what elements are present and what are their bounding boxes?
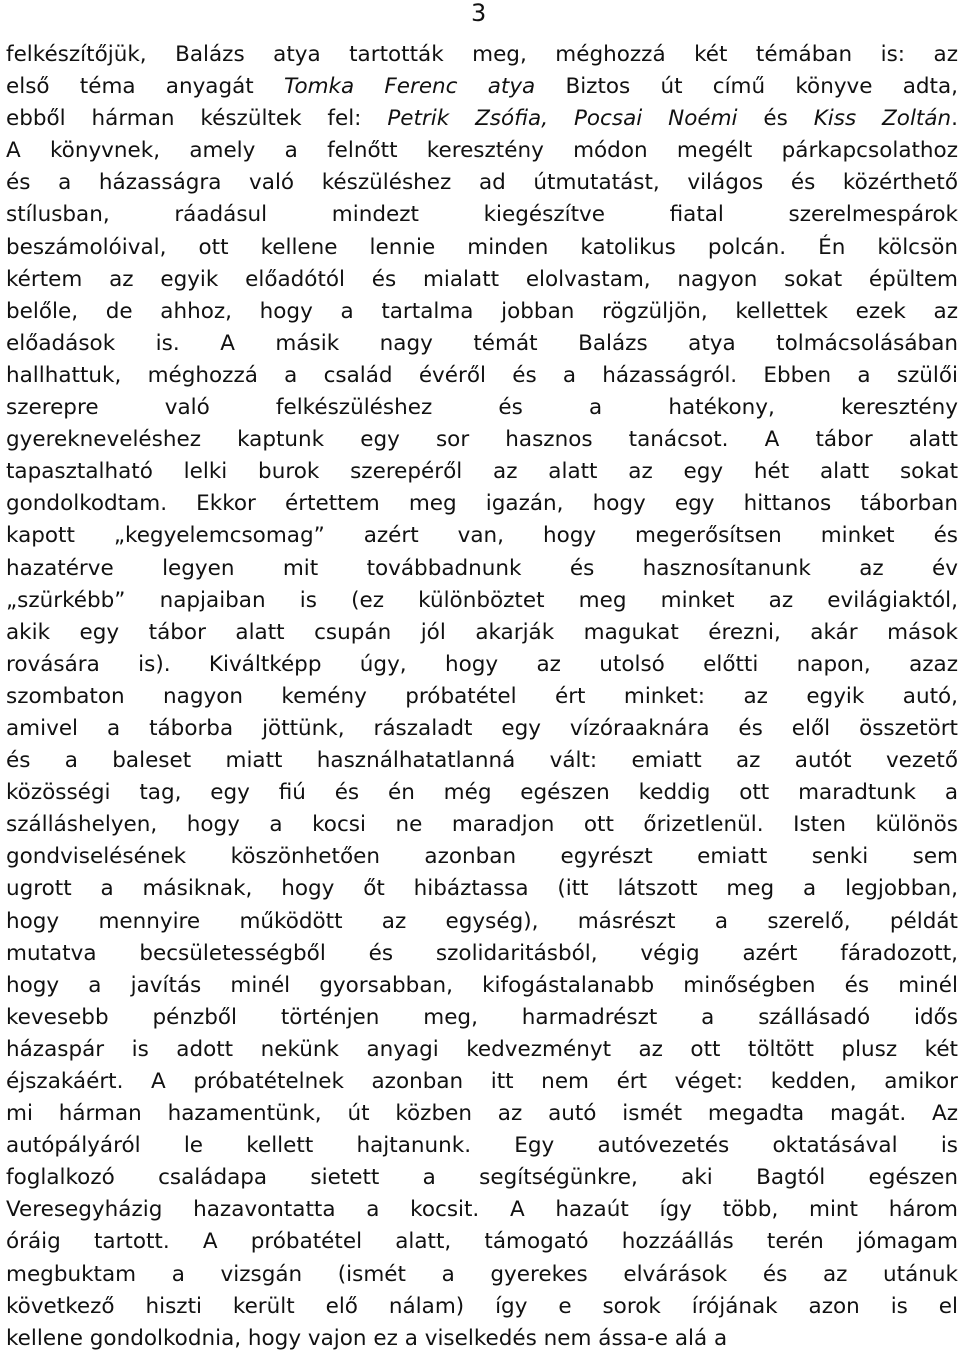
text-line: szerepre való felkészüléshez és a hatékony, keresztény <box>6 395 958 421</box>
text-line: közösségi tag, egy fiú és én még egészen keddig ott maradtunk a <box>6 780 958 806</box>
italic-name: Tomka Ferenc atya <box>283 74 536 100</box>
text-line: beszámolóival, ott kellene lennie minden katolikus polcán. Én kölcsön <box>6 234 958 260</box>
text-line: amivel a táborba jöttünk, rászaladt egy vízóraaknára és elől összetört <box>6 715 958 741</box>
text-line: autópályáról le kellett hajtanunk. Egy autóvezetés oktatásával is <box>6 1133 958 1159</box>
text-line: hazatérve legyen mit továbbadnunk és hasznosítanunk az év <box>6 555 958 581</box>
text-line: mutatva becsületességből és szolidaritásból, végig azért fáradozott, <box>6 940 958 966</box>
text-segment: és <box>737 106 814 132</box>
text-line: óráig tartott. A próbatétel alatt, támogató hozzáállás terén jómagam <box>6 1229 958 1255</box>
text-line: hogy a javítás minél gyorsabban, kifogástalanabb minőségben és minél <box>6 972 958 998</box>
text-line: és a baleset miatt használhatatlanná vált: emiatt az autót vezető <box>6 748 958 774</box>
text-line: ugrott a másiknak, hogy őt hibáztassa (itt látszott meg a legjobban, <box>6 876 958 902</box>
text-line: mi hárman hazamentünk, út közben az autó ismét megadta magát. Az <box>6 1101 958 1127</box>
text-line: hogy mennyire működött az egység), másrészt a szerelő, példát <box>6 908 958 934</box>
text-line: szálláshelyen, hogy a kocsi ne maradjon ott őrizetlenül. Isten különös <box>6 812 958 838</box>
text-line: kellene gondolkodnia, hogy vajon ez a viselkedés nem ássa-e alá a <box>6 1325 728 1351</box>
text-line: belőle, de ahhoz, hogy a tartalma jobban rögzüljön, kellettek ezek az <box>6 298 958 324</box>
text-line: hallhattuk, méghozzá a család évéről és a házasságról. Ebben a szülői <box>6 362 958 388</box>
text-line: megbuktam a vizsgán (ismét a gyerekes elvárások és az utánuk <box>6 1261 958 1287</box>
text-line: tapasztalható lelki burok szerepéről az alatt az egy hét alatt sokat <box>6 459 958 485</box>
text-line: előadások is. A másik nagy témát Balázs atya tolmácsolásában <box>6 330 958 356</box>
text-line: házaspár is adott nekünk anyagi kedvezményt az ott töltött plusz két <box>6 1036 958 1062</box>
text-segment: ebből hárman készültek fel: <box>6 106 388 132</box>
text-line: gondolkodtam. Ekkor értettem meg igazán, hogy egy hittanos táborban <box>6 491 958 517</box>
page-number: 3 <box>471 0 487 27</box>
text-line: gondviselésének köszönhetően azonban egyrészt emiatt senki sem <box>6 844 958 870</box>
text-line: szombaton nagyon kemény próbatétel ért minket: az egyik autó, <box>6 683 958 709</box>
text-line: gyerekneveléshez kaptunk egy sor hasznos tanácsot. A tábor alatt <box>6 427 958 453</box>
italic-name: Petrik Zsófia, Pocsai Noémi <box>387 106 738 132</box>
text-line: kapott „kegyelemcsomag” azért van, hogy megerősítsen minket és <box>6 523 958 549</box>
text-segment: első téma anyagát <box>6 74 284 100</box>
text-line: foglalkozó családapa sietett a segítségünkre, aki Bagtól egészen <box>6 1165 958 1191</box>
text-line: „szürkébb” napjaiban is (ez különböztet meg minket az evilágiaktól, <box>6 587 958 613</box>
text-line: rovására is). Kiváltképp úgy, hogy az utolsó előtti napon, azaz <box>6 651 958 677</box>
italic-name: Kiss Zoltán <box>813 106 952 132</box>
text-line: következő hiszti került elő nálam) így e sorok írójának azon is el <box>6 1293 958 1319</box>
text-segment: . <box>951 106 958 132</box>
text-line: és a házasságra való készüléshez ad útmutatást, világos és közérthető <box>6 170 958 196</box>
text-line: felkészítőjük, Balázs atya tartották meg, méghozzá két témában is: az <box>6 42 958 67</box>
text-line: stílusban, ráadásul mindezt kiegészítve fiatal szerelmespárok <box>6 202 958 228</box>
text-line <box>6 71 958 103</box>
text-segment: Biztos út című könyve adta, <box>535 74 958 100</box>
text-line: kevesebb pénzből történjen meg, harmadrészt a szállásadó idős <box>6 1004 958 1030</box>
text-line: Veresegyházig hazavontatta a kocsit. A hazaút így több, mint három <box>6 1197 958 1223</box>
text-line: éjszakáért. A próbatételnek azonban itt nem ért véget: kedden, amikor <box>6 1069 958 1094</box>
body-text <box>6 39 958 1355</box>
text-line: kértem az egyik előadótól és mialatt elolvastam, nagyon sokat épültem <box>6 266 958 292</box>
text-line <box>6 103 958 135</box>
text-line: akik egy tábor alatt csupán jól akarják magukat érezni, akár mások <box>6 619 958 645</box>
text-line: A könyvnek, amely a felnőtt keresztény módon megélt párkapcsolathoz <box>6 138 958 164</box>
